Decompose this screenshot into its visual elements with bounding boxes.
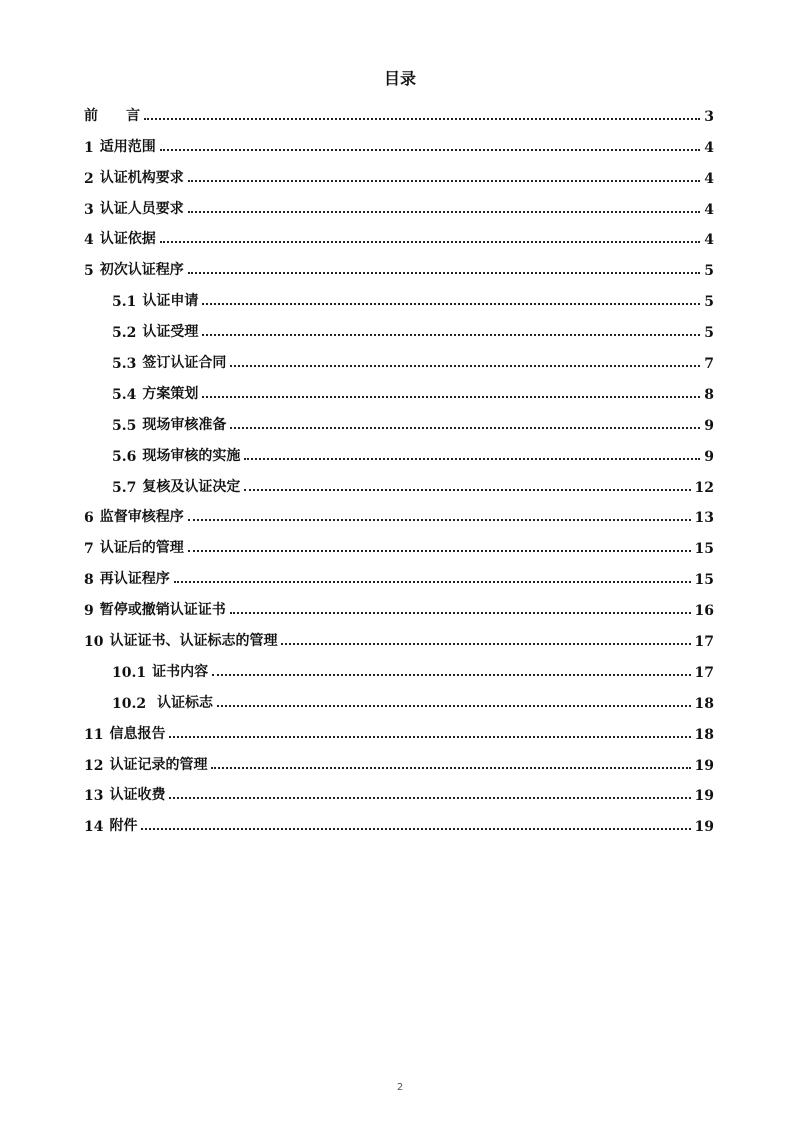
dot-leader — [188, 550, 691, 552]
toc-subentry[interactable] — [84, 372, 714, 403]
toc-subentry[interactable] — [84, 310, 714, 341]
toc-entry-label: 附件 — [109, 818, 138, 835]
dot-leader — [169, 736, 690, 738]
toc-entry[interactable] — [84, 557, 714, 588]
toc-entry-page: 16 — [694, 603, 714, 620]
dot-leader — [244, 489, 690, 491]
toc-entry-page: 12 — [694, 479, 714, 496]
toc-entry-page: 15 — [694, 572, 714, 589]
toc-entry-page: 5 — [704, 294, 714, 311]
toc-entry-page: 18 — [694, 726, 714, 743]
toc-subentry[interactable] — [84, 681, 714, 712]
toc-entry-page: 9 — [704, 448, 714, 465]
toc-entry-page: 4 — [704, 170, 714, 187]
toc-entry-label: 认证人员要求 — [99, 200, 184, 217]
toc-entry-label: 认证收费 — [109, 787, 166, 804]
toc-entry-page: 4 — [704, 139, 714, 156]
table-of-contents — [84, 94, 714, 835]
toc-entry-label: 认证标志 — [152, 694, 213, 711]
toc-entry-label: 暂停或撤销认证证书 — [99, 602, 226, 619]
dot-leader — [188, 519, 691, 521]
toc-entry-page: 17 — [694, 664, 714, 681]
toc-entry[interactable] — [84, 125, 714, 156]
toc-subentry[interactable] — [84, 434, 714, 465]
toc-entry[interactable] — [84, 156, 714, 187]
toc-entry-page: 5 — [704, 263, 714, 280]
toc-entry-label: 认证记录的管理 — [109, 756, 208, 773]
dot-leader — [230, 612, 691, 614]
toc-entry-number: 5.1 — [112, 294, 137, 311]
toc-entry-page: 4 — [704, 232, 714, 249]
dot-leader — [212, 674, 690, 676]
toc-entry-label: 复核及认证决定 — [142, 478, 241, 495]
toc-entry-number: 5.5 — [112, 417, 137, 434]
dot-leader — [141, 828, 690, 830]
toc-entry-label: 现场审核的实施 — [142, 447, 241, 464]
toc-entry-number: 13 — [84, 788, 104, 805]
toc-subentry[interactable] — [84, 403, 714, 434]
toc-entry-number: 10.2 — [112, 695, 147, 712]
toc-entry-label: 适用范围 — [99, 138, 156, 155]
toc-entry-page: 19 — [694, 819, 714, 836]
toc-entry[interactable] — [84, 774, 714, 805]
toc-entry-page: 4 — [704, 201, 714, 218]
toc-entry-label: 认证受理 — [142, 324, 199, 341]
toc-entry[interactable] — [84, 743, 714, 774]
dot-leader — [188, 180, 701, 182]
toc-entry-number: 9 — [84, 603, 94, 620]
dot-leader — [211, 767, 690, 769]
dot-leader — [202, 303, 700, 305]
toc-entry-label: 方案策划 — [142, 385, 199, 402]
toc-entry-label: 现场审核准备 — [142, 416, 227, 433]
page-title: 目录 — [383, 69, 416, 88]
toc-entry[interactable] — [84, 248, 714, 279]
toc-entry-number: 8 — [84, 572, 94, 589]
dot-leader — [174, 581, 691, 583]
dot-leader — [244, 458, 700, 460]
toc-entry-number: 10 — [84, 634, 104, 651]
toc-entry-label: 认证依据 — [99, 231, 156, 248]
toc-entry[interactable] — [84, 218, 714, 249]
toc-entry-page: 3 — [704, 108, 714, 125]
toc-entry-number: 12 — [84, 757, 104, 774]
toc-subentry[interactable] — [84, 279, 714, 310]
toc-entry-page: 13 — [694, 510, 714, 527]
toc-entry-number: 5.2 — [112, 325, 137, 342]
dot-leader — [230, 365, 700, 367]
toc-entry-label: 认证机构要求 — [99, 169, 184, 186]
toc-entry-label: 认证后的管理 — [99, 540, 184, 557]
toc-entry-page: 5 — [704, 325, 714, 342]
dot-leader — [202, 334, 700, 336]
toc-entry-label: 证书内容 — [152, 663, 209, 680]
toc-entry[interactable] — [84, 804, 714, 835]
toc-entry-number: 7 — [84, 541, 94, 558]
toc-entry-page: 7 — [704, 356, 714, 373]
toc-entry-number: 4 — [84, 232, 94, 249]
toc-entry-number: 5.6 — [112, 448, 137, 465]
toc-entry-number: 3 — [84, 201, 94, 218]
toc-entry-number: 5.4 — [112, 386, 137, 403]
toc-entry-number: 5.7 — [112, 479, 137, 496]
toc-entry-page: 17 — [694, 634, 714, 651]
toc-entry[interactable] — [84, 526, 714, 557]
toc-entry-page: 18 — [694, 695, 714, 712]
toc-entry-page: 19 — [694, 757, 714, 774]
toc-entry-page: 19 — [694, 788, 714, 805]
toc-entry-number: 1 — [84, 139, 94, 156]
toc-subentry[interactable] — [84, 650, 714, 681]
toc-entry-number: 14 — [84, 819, 104, 836]
toc-entry-label: 签订认证合同 — [142, 355, 227, 372]
toc-entry-label: 监督审核程序 — [99, 509, 184, 526]
toc-entry-label: 信息报告 — [109, 725, 166, 742]
toc-entry[interactable] — [84, 187, 714, 218]
dot-leader — [217, 705, 691, 707]
toc-entry-number: 11 — [84, 726, 104, 743]
toc-entry-page: 8 — [704, 386, 714, 403]
toc-subentry[interactable] — [84, 465, 714, 496]
dot-leader — [144, 118, 700, 120]
dot-leader — [160, 149, 701, 151]
toc-entry-label: 初次认证程序 — [99, 262, 184, 279]
toc-entry-number: 10.1 — [112, 664, 147, 681]
dot-leader — [169, 797, 690, 799]
toc-entry-number: 6 — [84, 510, 94, 527]
toc-subentry[interactable] — [84, 341, 714, 372]
dot-leader — [281, 643, 690, 645]
toc-entry-label: 认证证书、认证标志的管理 — [109, 633, 278, 650]
toc-entry-label: 认证申请 — [142, 293, 199, 310]
toc-entry-preface[interactable] — [84, 94, 714, 125]
toc-entry-label: 再认证程序 — [99, 571, 170, 588]
dot-leader — [160, 241, 701, 243]
toc-entry-label: 前 言 — [84, 107, 140, 124]
toc-entry[interactable] — [84, 619, 714, 650]
dot-leader — [202, 396, 700, 398]
toc-entry[interactable] — [84, 588, 714, 619]
toc-entry-page: 15 — [694, 541, 714, 558]
page-number: 2 — [396, 1082, 404, 1093]
toc-entry-page: 9 — [704, 417, 714, 434]
dot-leader — [230, 427, 700, 429]
toc-entry-number: 5 — [84, 263, 94, 280]
toc-entry[interactable] — [84, 496, 714, 527]
dot-leader — [188, 211, 701, 213]
toc-entry[interactable] — [84, 712, 714, 743]
toc-entry-number: 5.3 — [112, 356, 137, 373]
dot-leader — [188, 272, 701, 274]
toc-entry-number: 2 — [84, 170, 94, 187]
